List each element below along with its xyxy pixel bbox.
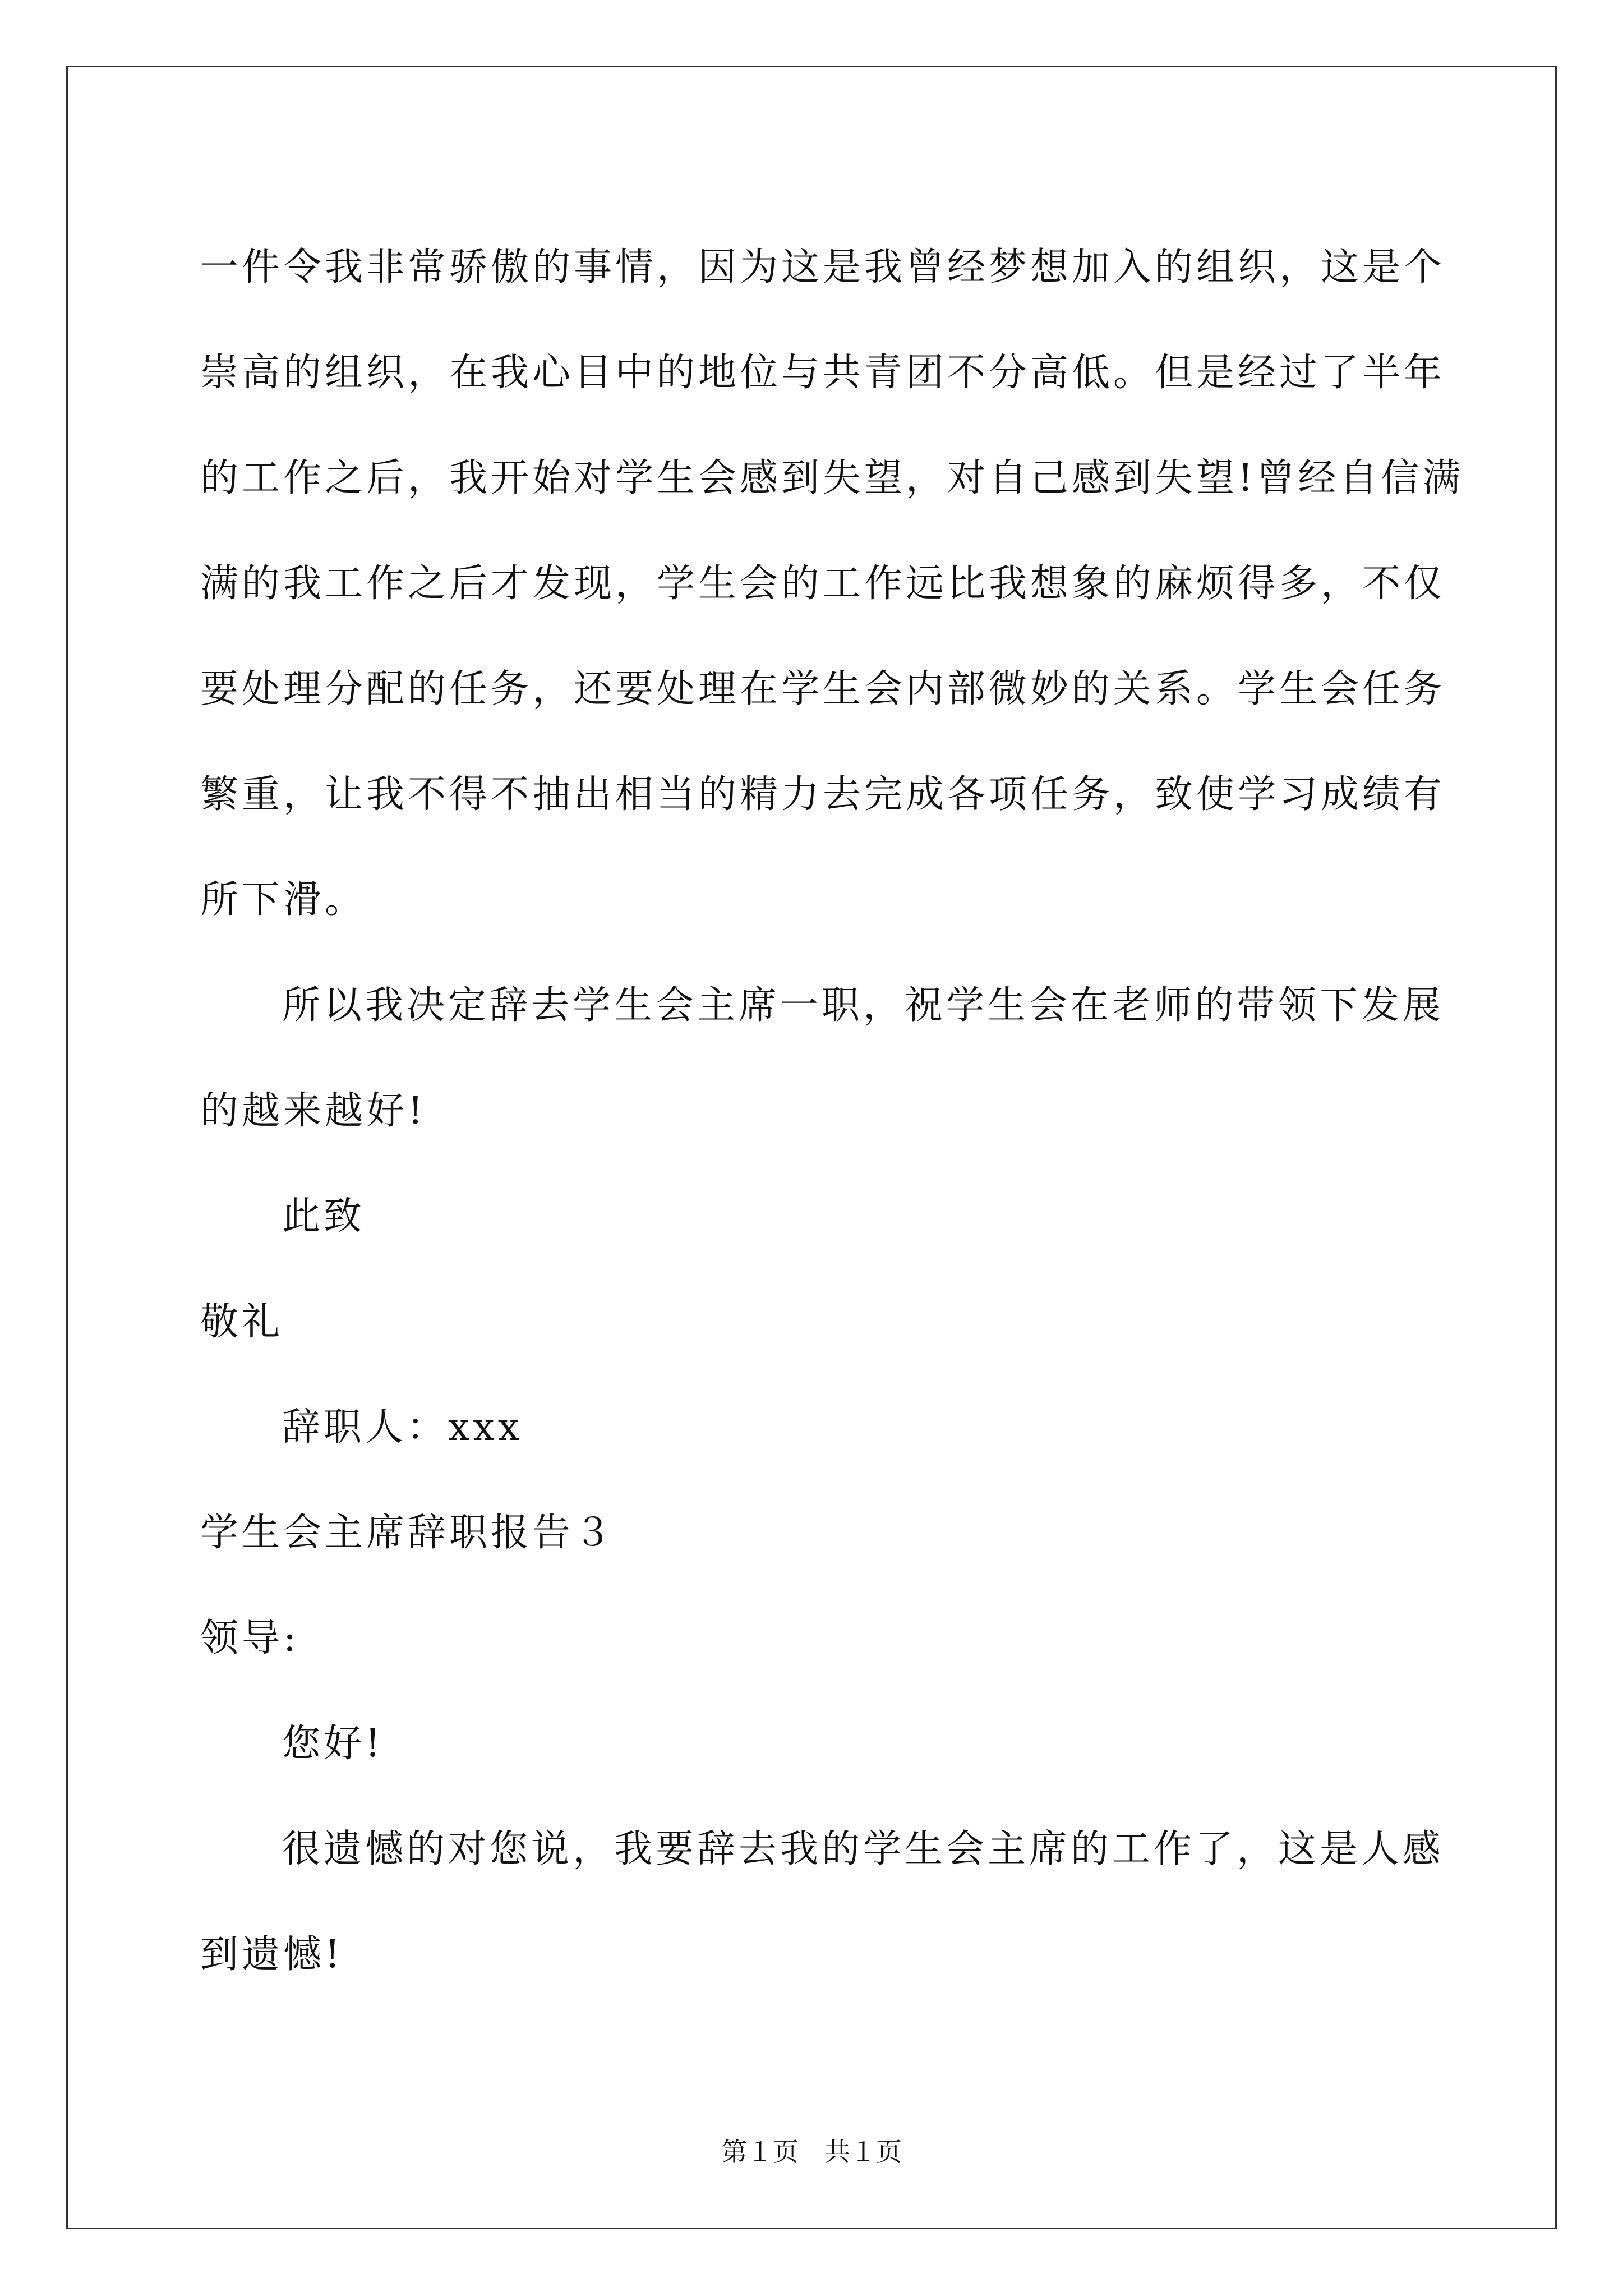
closing-salutation: 此致 bbox=[282, 1194, 366, 1239]
paragraph-line: 很遗憾的对您说，我要辞去我的学生会主席的工作了，这是人感 bbox=[282, 1827, 1445, 1871]
paragraph-line: 的越来越好! bbox=[200, 1089, 427, 1133]
paragraph-line: 崇高的组织，在我心目中的地位与共青团不分高低。但是经过了半年 bbox=[200, 351, 1446, 395]
document-body bbox=[200, 215, 1464, 2008]
paragraph-line: 到遗憾! bbox=[200, 1932, 344, 1977]
paragraph-line: 一件令我非常骄傲的事情，因为这是我曾经梦想加入的组织，这是个 bbox=[200, 245, 1446, 289]
signature-line: 辞职人：xxx bbox=[282, 1405, 523, 1450]
greeting: 您好! bbox=[282, 1722, 384, 1766]
paragraph-line: 要处理分配的任务，还要处理在学生会内部微妙的关系。学生会任务 bbox=[200, 667, 1446, 711]
paragraph-line: 满的我工作之后才发现，学生会的工作远比我想象的麻烦得多，不仅 bbox=[200, 562, 1446, 606]
page-number-footer: 第１页 共１页 bbox=[721, 2137, 902, 2167]
paragraph-line: 所以我决定辞去学生会主席一职，祝学生会在老师的带领下发展 bbox=[282, 983, 1445, 1028]
paragraph-line: 所下滑。 bbox=[200, 878, 367, 922]
closing-regards: 敬礼 bbox=[200, 1300, 284, 1344]
paragraph-line: 繁重，让我不得不抽出相当的精力去完成各项任务，致使学习成绩有 bbox=[200, 772, 1446, 817]
addressee: 领导: bbox=[200, 1616, 299, 1660]
paragraph-line: 的工作之后，我开始对学生会感到失望，对自己感到失望!曾经自信满 bbox=[200, 456, 1464, 500]
section-title: 学生会主席辞职报告３ bbox=[200, 1511, 616, 1555]
